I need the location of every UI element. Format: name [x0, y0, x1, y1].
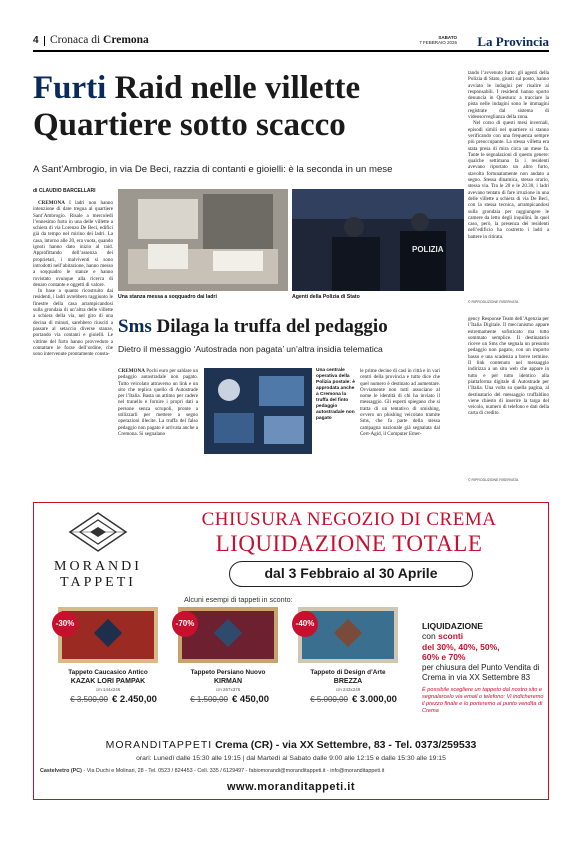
section-city: Cremona [103, 34, 149, 46]
article2-photo [204, 368, 312, 454]
article2-photo-caption: Una centrale operativa della Polizia postale: è approdata anche a Cremona la truffa del finto pedaggio autostradale non pagato [316, 368, 355, 421]
article1-body-col4-p1: tando l’avvenuto furto: gli agenti della Polizia di Stato, giunti sul posto, hanno avviato le indagini per risalire ai responsabili. I residenti hanno sporto denuncia in Questura: a tracciare la pista nelle indagini sono le immagini registrate dal sistema di videosorveglianza della zona. [468, 70, 549, 121]
article1-photo1-caption: Una stanza messa a soqquadro dai ladri [118, 294, 217, 300]
article1-headline-line2: Quartiere sotto scacco [33, 107, 346, 143]
product-card[interactable] [292, 607, 404, 725]
masthead-logo: La Provincia [477, 34, 549, 49]
discount-badge: -30% [52, 611, 78, 637]
article1-photo-police [292, 189, 464, 291]
ad-footer-address: Crema (CR) - via XX Settembre, 83 - Tel. 0373/259533 [215, 739, 477, 751]
ad-promo-note: È possibile scegliere un tappeto dal nostro sito e segnalarcelo via email o telefono: Vi indicheremo il prezzo finale e lo porteremo al punto vendita di Crema [422, 686, 544, 714]
discount-badge: -40% [292, 611, 318, 637]
advertisement[interactable] [33, 502, 549, 800]
rug-medallion [94, 619, 122, 647]
header-rule [33, 50, 549, 52]
photo-room-illustration [118, 189, 288, 291]
header-separator [44, 36, 45, 46]
product-card[interactable] [52, 607, 164, 725]
product-title: Tappeto di Design d’Arte [310, 669, 386, 676]
article1-subhead: A Sant’Ambrogio, in via De Beci, razzia di contanti e gioielli: è la seconda in un mese [33, 164, 393, 175]
page-number: 4 [33, 35, 39, 46]
ad-footer-hq [40, 768, 548, 774]
article2-credit: © RIPRODUZIONE RISERVATA [468, 478, 519, 482]
article1-byline: di CLAUDIO BARCELLARI [33, 188, 96, 194]
ad-footer-brand: MORANDITAPPETI [105, 739, 213, 751]
ad-headline-2: LIQUIDAZIONE TOTALE [215, 531, 483, 556]
issue-date [419, 35, 457, 46]
ad-brand-line1: MORANDI [54, 559, 142, 574]
rug-medallion [334, 619, 362, 647]
article1-headline-line1: Raid nelle villette [114, 70, 361, 106]
article2-headline [118, 316, 388, 338]
article1-photo-room [118, 189, 288, 291]
ad-promo-con: con [422, 631, 436, 641]
ad-examples-intro: Alcuni esempi di tappeti in sconto: [184, 595, 293, 604]
article2-column3 [360, 368, 440, 500]
product-size: cm 267x376 [215, 687, 241, 692]
section-title [50, 34, 149, 46]
article1-headline [33, 70, 360, 144]
issue-weekday: SABATO [438, 35, 457, 40]
product-new-price: € 450,00 [232, 694, 269, 705]
ad-footer-url[interactable]: www.moranditappeti.it [226, 781, 356, 793]
ad-promo-reason: per chiusura del Punto Vendita di Crema in via XX Settembre 83 [422, 662, 540, 682]
article2-subhead: Dietro il messaggio ‘Autostrada non pagata’ un’altra insidia telematica [118, 344, 383, 354]
ad-headline-1: CHIUSURA NEGOZIO DI CREMA [201, 509, 497, 530]
ad-date-range: dal 3 Febbraio al 30 Aprile [229, 561, 473, 587]
product-size: cm 144x246 [95, 687, 121, 692]
carpet-motif-icon [68, 511, 128, 553]
article1-kicker: Furti [33, 70, 107, 106]
article2-headline-text: Dilaga la truffa del pedaggio [156, 316, 388, 337]
ad-brand-line2: TAPPETI [60, 575, 136, 590]
ad-footer-hours: orari: Lunedì dalle 15:30 alle 19:15 | dal Martedì al Sabato dalle 9:00 alle 12:15 e dalle 15:30 alle 19:15 [136, 755, 446, 762]
photo-police-illustration [292, 189, 464, 291]
product-title: Tappeto Persiano Nuovo [190, 669, 266, 676]
ad-promo-title: LIQUIDAZIONE [422, 621, 483, 631]
ad-footer-hq-details: - Via Duchi e Molinari, 28 - Tel. 0523 / 824453 - Cell. 335 / 6129497 - fabiomorandi@moranditappeti.it - info@moranditappeti.it [81, 768, 385, 774]
product-new-price: € 3.000,00 [352, 694, 397, 705]
product-new-price: € 2.450,00 [112, 694, 157, 705]
product-card[interactable] [172, 607, 284, 725]
ad-promo-discounts-2: del 30%, 40%, 50%, [422, 641, 500, 652]
product-old-price: € 3.500,00 [70, 695, 108, 704]
discount-badge: -70% [172, 611, 198, 637]
article2-body-col1: Pochi euro per saldare un pedaggio autostradale non pagato. Tutto veicolato attraverso un link e un sito che replica quello di Autostrade per l’Italia. Basta un attimo per cadere nel tranello e fornire i propri dati a persone senza scrupoli, pronte a utilizzarli per mettere a segno operazioni illecite. La truffa del falso pedaggio non pagato è arrivata anche a Cremona. Si segnalano [118, 368, 198, 437]
ad-promo-discounts-1: sconti [438, 631, 464, 641]
ad-promo-discounts-3: 60% e 70% [422, 652, 466, 662]
section-prefix: Cronaca di [50, 34, 101, 46]
article2-column4 [468, 316, 549, 476]
article1-body-p2: In base a quanto ricostruito dai residenti, i ladri avrebbero raggiunto le finestre della casa arrampicandosi sulla grondaia di un’altra delle villette a schiera della via, nel giro di una decina di minuti, sarebbero riusciti a passare al setaccio diverse stanze, portando via contanti e gioielli. Le vittime del furto hanno provveduto a contattare le forze dell’ordine, che sono intervenute prontamente consta- [33, 288, 113, 358]
ad-footer-line1 [34, 739, 548, 751]
page-header [33, 34, 549, 50]
article2-body-col4: gency Response Team dell’Agenzia per l’Italia Digitale. Il meccanismo appare estremamente sofisticato ma tutto sommato semplice. Il destinatario riceve un Sms che segnala un presunto pedaggio non pagato, con un importo basso e una scadenza a breve termine. Il link contenuto nel messaggio indirizza a un sito web che appare in tutto e per tutto identico alla piattaforma digitale di Autostrade per l’Italia. Una volta su quella pagina, al destinatario del messaggio truffaldino viene chiesto di inserire la targa del veicolo, numero di telefono e dati della carta di credito. [468, 316, 549, 417]
article1-column1 [33, 200, 113, 500]
product-size: cm 243x249 [335, 687, 361, 692]
rug-medallion [214, 619, 242, 647]
photo-postal-police-illustration [204, 368, 312, 454]
article2-column1 [118, 368, 198, 500]
product-name: KAZAK LORI PAMPAK [70, 678, 146, 685]
article1-body-p1: I ladri non hanno intenzione di dare tregua al quartiere Sant’Ambrogio. Risale a mercoledì l’ennesimo furto in una delle villette a schiera di via Lorenzo De Beci, edifici già da tempo nel mirino dei ladri. La casa, intorno alle 20, era vuota, quando ignoti hanno dato inizio al raid. Approfittando dell’assenza dei proprietari, i malviventi si sono introdotti nell’abitazione, hanno messo a soqquadro le stanze e hanno rovistato ovunque alla ricerca di denaro contante e oggetti di valore. [33, 200, 113, 288]
photo-police-vest-text: POLIZIA [412, 245, 444, 254]
ad-footer-hq-city: Castelvetro (PC) [40, 768, 82, 774]
product-old-price: € 5.000,00 [310, 695, 348, 704]
product-name: KIRMAN [214, 678, 242, 685]
product-title: Tappeto Caucasico Antico [68, 669, 148, 676]
article1-column4 [468, 70, 549, 296]
article2-kicker: Sms [118, 316, 152, 337]
article1-dateline: CREMONA [38, 200, 65, 206]
product-old-price: € 1.500,00 [190, 695, 228, 704]
article2-body-col3: le prime decine di casi in città e in vari centri della provincia e tutto dice che quel numero è destinato ad aumentare. Ovviamente non tutti associano al nome le identità di chi ha inviato il messaggio. Gli esperti spiegano che si tratta di un tentativo di smishing, ovvero un phishing veicolato tramite Sms, che fa parte della stessa campagna nazionale già segnalata dal Cert-Agid, il Computer Emer- [360, 368, 440, 437]
article1-photo2-caption: Agenti della Polizia di Stato [292, 294, 360, 300]
product-name: BREZZA [333, 678, 363, 685]
issue-date-text: 7 FEBBRAIO 2026 [419, 40, 457, 46]
article1-credit: © RIPRODUZIONE RISERVATA [468, 300, 519, 304]
ad-promo [422, 621, 544, 715]
ad-brand-logo [46, 511, 150, 593]
article1-body-col4-p2: Nel corso di questi mesi invernali, episodi simili nel quartiere si stanno verificando con una frequenza sempre più preoccupante. La stessa villetta era stata presa di mira circa un mese fa. Tante le segnalazioni di questo genere: qualche settimana fa i residenti avevano riportato un altro furto, stavolta fortunatamente non andato a segno. Stessa dinamica, stesso orario, stessa via. Tra le 20 e le 20.30, i ladri avevano tentato di fare irruzione in una delle villette a schiera di via De Beci, con la stessa tecnica, arrampicandosi sulla grondaia per raggiungere le camere da letto degli inquilini. In quel caso, però, la presenza dei residenti nell’edificio ha costretto i ladri a battere in ritirata. [468, 120, 549, 240]
article2-dateline: CREMONA [118, 368, 145, 374]
